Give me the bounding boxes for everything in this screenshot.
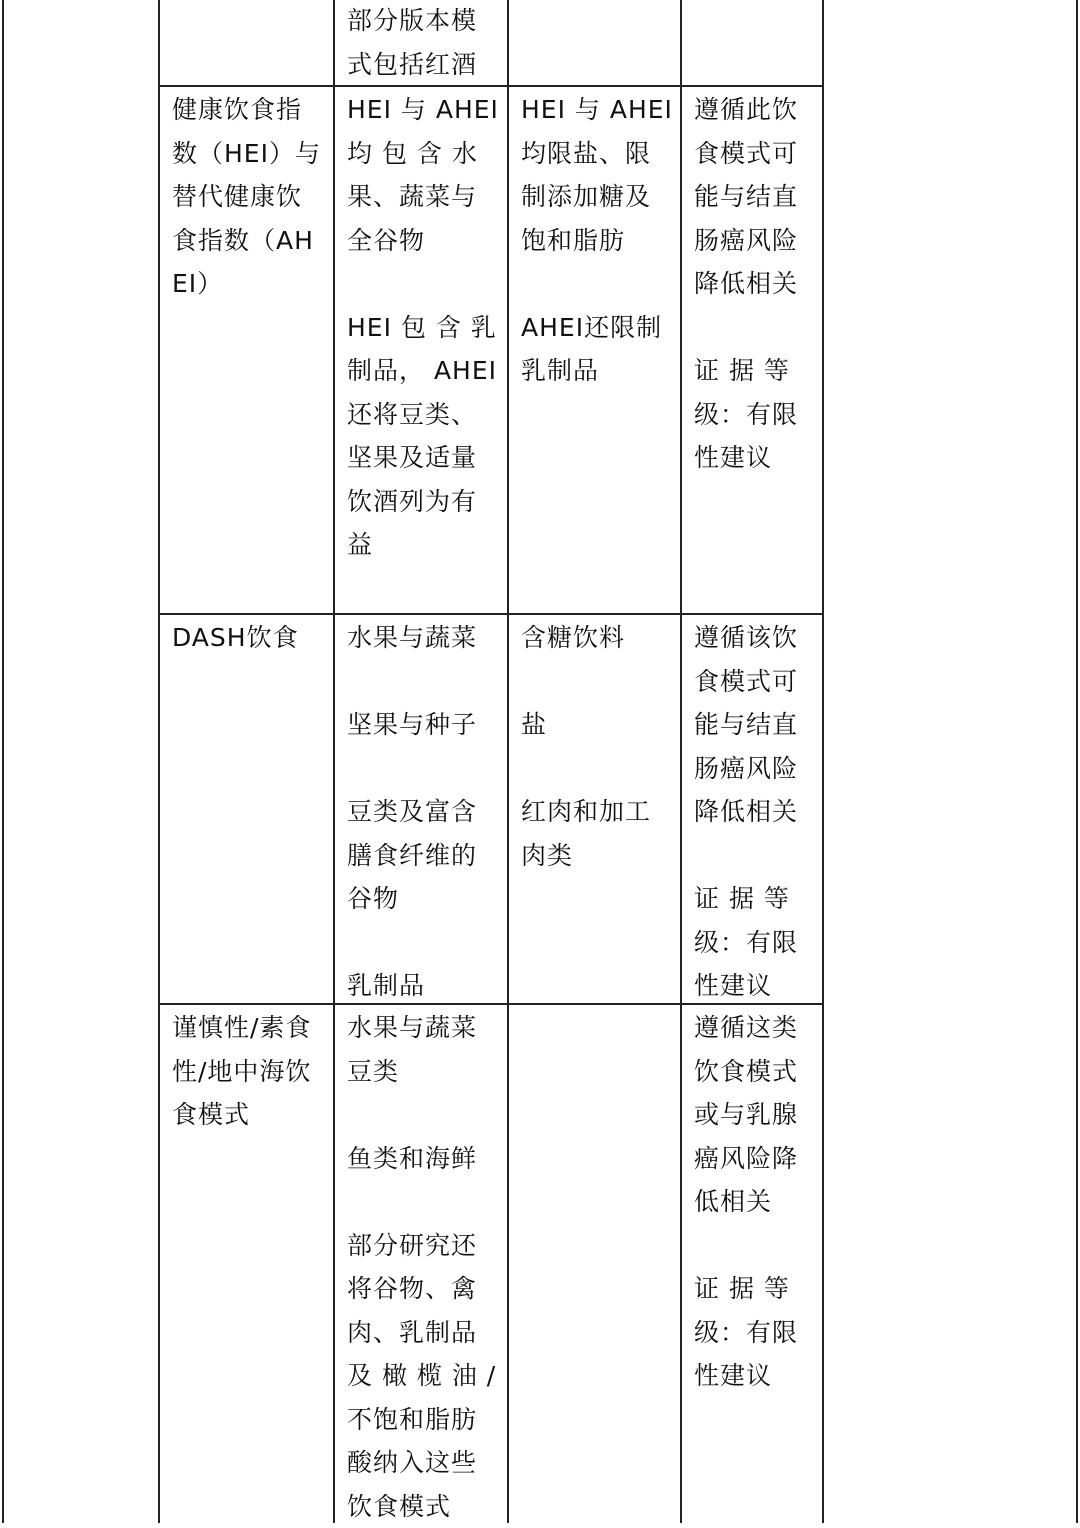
text-line: 饮食模式 — [347, 1485, 496, 1528]
text-line: 性建议 — [694, 964, 798, 1008]
text-line: 证 据 等 — [694, 349, 798, 393]
paragraph-gap — [521, 262, 673, 306]
text-line: 鱼类和海鲜 — [347, 1137, 496, 1181]
text-line: 均 包 含 水 — [347, 132, 499, 176]
paragraph-gap — [347, 921, 477, 965]
text-line: HEI 与 AHEI — [521, 88, 673, 132]
row-mediterranean-name-cell — [172, 1006, 311, 1137]
text-line: 饱和脂肪 — [521, 219, 673, 263]
paragraph-gap — [347, 1180, 496, 1224]
row-mediterranean-benefit-cell — [347, 1006, 496, 1528]
text-line: 部分版本模 — [347, 0, 477, 43]
text-line: 式包括红酒 — [347, 43, 477, 87]
text-line: 性建议 — [694, 436, 798, 480]
text-line: 制添加糖及 — [521, 175, 673, 219]
row-hei-name-cell — [172, 88, 321, 306]
text-line: 坚果与种子 — [347, 703, 477, 747]
text-line: 水果与蔬菜 — [347, 1006, 496, 1050]
paragraph-gap — [347, 262, 499, 306]
text-line: 谨慎性/素食 — [172, 1006, 311, 1050]
text-line: 豆类及富含 — [347, 790, 477, 834]
paragraph-gap — [694, 306, 798, 350]
text-line: 还将豆类、 — [347, 393, 499, 437]
text-line: 乳制品 — [521, 349, 673, 393]
text-line: 肉类 — [521, 834, 651, 878]
row-divider-1 — [158, 85, 824, 87]
row-mediterranean-outcome-cell — [694, 1006, 798, 1398]
row-hei-outcome-cell — [694, 88, 798, 480]
text-line: 制品， AHEI — [347, 349, 499, 393]
paragraph-gap — [347, 1093, 496, 1137]
text-line: 饮酒列为有 — [347, 480, 499, 524]
paragraph-gap — [347, 660, 477, 704]
text-line: 全谷物 — [347, 219, 499, 263]
row-dash-outcome-cell — [694, 616, 798, 1008]
text-line: 将谷物、禽 — [347, 1267, 496, 1311]
text-line: 级：有限 — [694, 393, 798, 437]
text-line: 含糖饮料 — [521, 616, 651, 660]
table-border-right — [822, 0, 824, 1523]
text-line: 饮食模式 — [694, 1050, 798, 1094]
text-line: EI） — [172, 262, 321, 306]
text-line: 降低相关 — [694, 790, 798, 834]
text-line: 红肉和加工 — [521, 790, 651, 834]
text-line: 低相关 — [694, 1180, 798, 1224]
text-line: 证 据 等 — [694, 1267, 798, 1311]
row-hei-benefit-cell — [347, 88, 499, 567]
text-line: 遵循该饮 — [694, 616, 798, 660]
text-line: 食模式可 — [694, 660, 798, 704]
row-dash-name-cell — [172, 616, 299, 660]
text-line: 能与结直 — [694, 703, 798, 747]
text-line: 降低相关 — [694, 262, 798, 306]
text-line: 食模式可 — [694, 132, 798, 176]
text-line: 谷物 — [347, 877, 477, 921]
text-line: 酸纳入这些 — [347, 1441, 496, 1485]
text-line: 级：有限 — [694, 1311, 798, 1355]
paragraph-gap — [521, 747, 651, 791]
column-divider-3 — [680, 0, 682, 1523]
paragraph-gap — [521, 660, 651, 704]
text-line: HEI 包 含 乳 — [347, 306, 499, 350]
paragraph-gap — [347, 747, 477, 791]
text-line: 癌风险降 — [694, 1137, 798, 1181]
text-line: 替代健康饮 — [172, 175, 321, 219]
row-dash-limit-cell — [521, 616, 651, 877]
text-line: 水果与蔬菜 — [347, 616, 477, 660]
text-line: 性/地中海饮 — [172, 1050, 311, 1094]
text-line: 遵循这类 — [694, 1006, 798, 1050]
text-line: 盐 — [521, 703, 651, 747]
row-dash-benefit-cell — [347, 616, 477, 1008]
text-line: 食指数（AH — [172, 219, 321, 263]
text-line: 乳制品 — [347, 964, 477, 1008]
column-divider-1 — [333, 0, 335, 1523]
text-line: 部分研究还 — [347, 1224, 496, 1268]
text-line: 级：有限 — [694, 921, 798, 965]
row-divider-2 — [158, 613, 824, 615]
text-line: 益 — [347, 523, 499, 567]
text-line: 数（HEI）与 — [172, 132, 321, 176]
text-line: 坚果及适量 — [347, 436, 499, 480]
text-line: 健康饮食指 — [172, 88, 321, 132]
text-line: 或与乳腺 — [694, 1093, 798, 1137]
text-line: AHEI还限制 — [521, 306, 673, 350]
row-hei-limit-cell — [521, 88, 673, 393]
text-line: 及 橄 榄 油 / — [347, 1354, 496, 1398]
top-row-benefit-cell — [347, 0, 477, 86]
text-line: 肉、乳制品 — [347, 1311, 496, 1355]
table-border-left — [158, 0, 160, 1523]
text-line: 遵循此饮 — [694, 88, 798, 132]
paragraph-gap — [694, 1224, 798, 1268]
text-line: 不饱和脂肪 — [347, 1398, 496, 1442]
text-line: 肠癌风险 — [694, 747, 798, 791]
text-line: 食模式 — [172, 1093, 311, 1137]
paragraph-gap — [694, 834, 798, 878]
text-line: 肠癌风险 — [694, 219, 798, 263]
text-line: 证 据 等 — [694, 877, 798, 921]
text-line: 膳食纤维的 — [347, 834, 477, 878]
text-line: 果、蔬菜与 — [347, 175, 499, 219]
text-line: 均限盐、限 — [521, 132, 673, 176]
column-divider-2 — [507, 0, 509, 1523]
text-line: DASH饮食 — [172, 616, 299, 660]
text-line: 豆类 — [347, 1050, 496, 1094]
text-line: 性建议 — [694, 1354, 798, 1398]
text-line: 能与结直 — [694, 175, 798, 219]
text-line: HEI 与 AHEI — [347, 88, 499, 132]
